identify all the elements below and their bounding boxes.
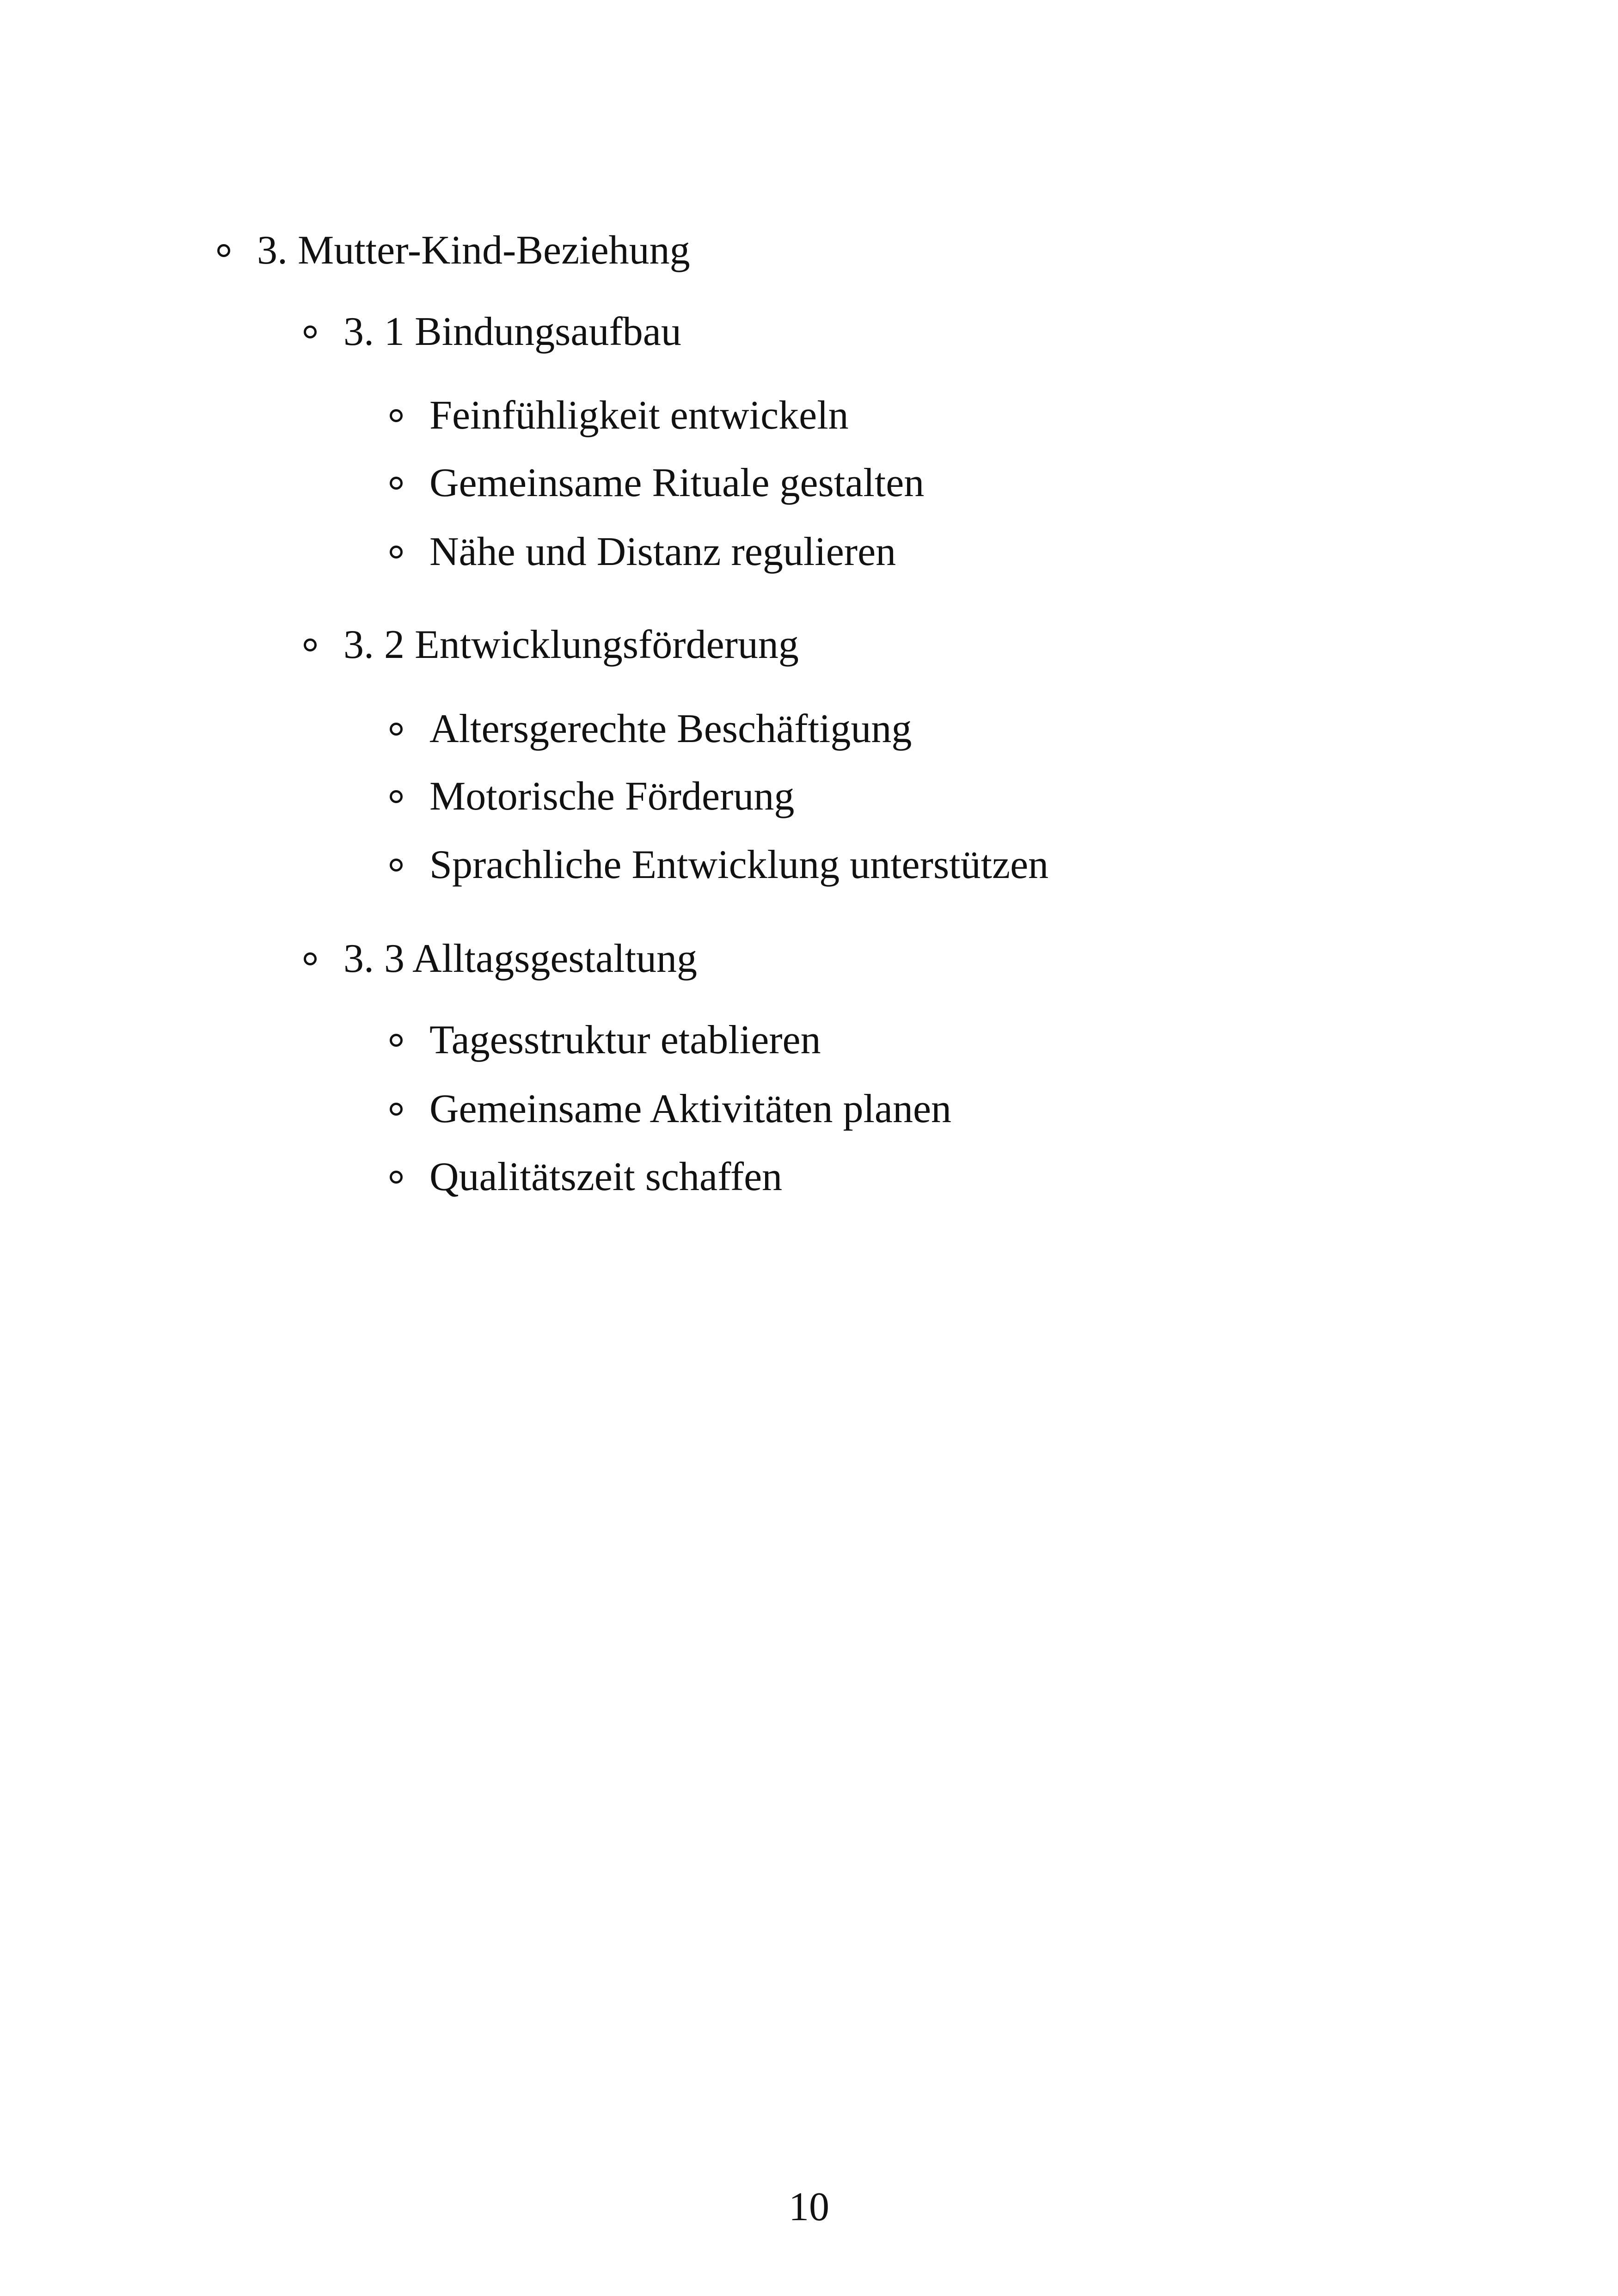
- hollow-circle-bullet-icon: [390, 790, 403, 803]
- outline-item-label: Tagesstruktur etablieren: [429, 1018, 821, 1062]
- outline-item-label: Gemeinsame Aktivitäten planen: [429, 1087, 952, 1131]
- outline-item: [390, 1020, 821, 1061]
- hollow-circle-bullet-icon: [304, 638, 317, 651]
- subsection-heading: 3. 1 Bindungsaufbau: [343, 309, 681, 354]
- outline-item-label: Qualitätszeit schaffen: [429, 1154, 783, 1199]
- outline-item: [390, 529, 896, 574]
- outline-item: [390, 776, 794, 817]
- hollow-circle-bullet-icon: [217, 244, 230, 257]
- outline-subsection-3-3: [304, 936, 698, 981]
- outline-item-label: Gemeinsame Rituale gestalten: [429, 460, 925, 505]
- outline-subsection-3-2: [304, 622, 799, 667]
- section-heading: 3. Mutter-Kind-Beziehung: [257, 228, 690, 273]
- hollow-circle-bullet-icon: [390, 477, 403, 490]
- outline-subsection-3-1: [304, 309, 681, 354]
- outline-item: [390, 460, 925, 505]
- outline-item-label: Nähe und Distanz regulieren: [429, 529, 896, 574]
- outline-item-label: Altersgerechte Beschäftigung: [429, 706, 912, 751]
- hollow-circle-bullet-icon: [390, 409, 403, 422]
- outline-section-3: [217, 230, 690, 271]
- subsection-heading: 3. 2 Entwicklungsförderung: [343, 622, 799, 667]
- outline-item-label: Feinfühligkeit entwickeln: [429, 393, 849, 438]
- hollow-circle-bullet-icon: [390, 1034, 403, 1047]
- hollow-circle-bullet-icon: [304, 325, 317, 338]
- hollow-circle-bullet-icon: [304, 952, 317, 965]
- outline-item: [390, 395, 849, 436]
- outline-item: [390, 706, 912, 751]
- hollow-circle-bullet-icon: [390, 723, 403, 736]
- hollow-circle-bullet-icon: [390, 859, 403, 872]
- hollow-circle-bullet-icon: [390, 1171, 403, 1184]
- outline-item: [390, 1154, 783, 1199]
- hollow-circle-bullet-icon: [390, 546, 403, 559]
- hollow-circle-bullet-icon: [390, 1103, 403, 1116]
- outline-item: [390, 1089, 951, 1130]
- page-number: 10: [789, 2185, 829, 2229]
- outline-item-label: Motorische Förderung: [429, 774, 795, 819]
- subsection-heading: 3. 3 Alltagsgestaltung: [343, 936, 698, 981]
- outline-item: [390, 842, 1049, 887]
- outline-item-label: Sprachliche Entwicklung unterstützen: [429, 842, 1049, 887]
